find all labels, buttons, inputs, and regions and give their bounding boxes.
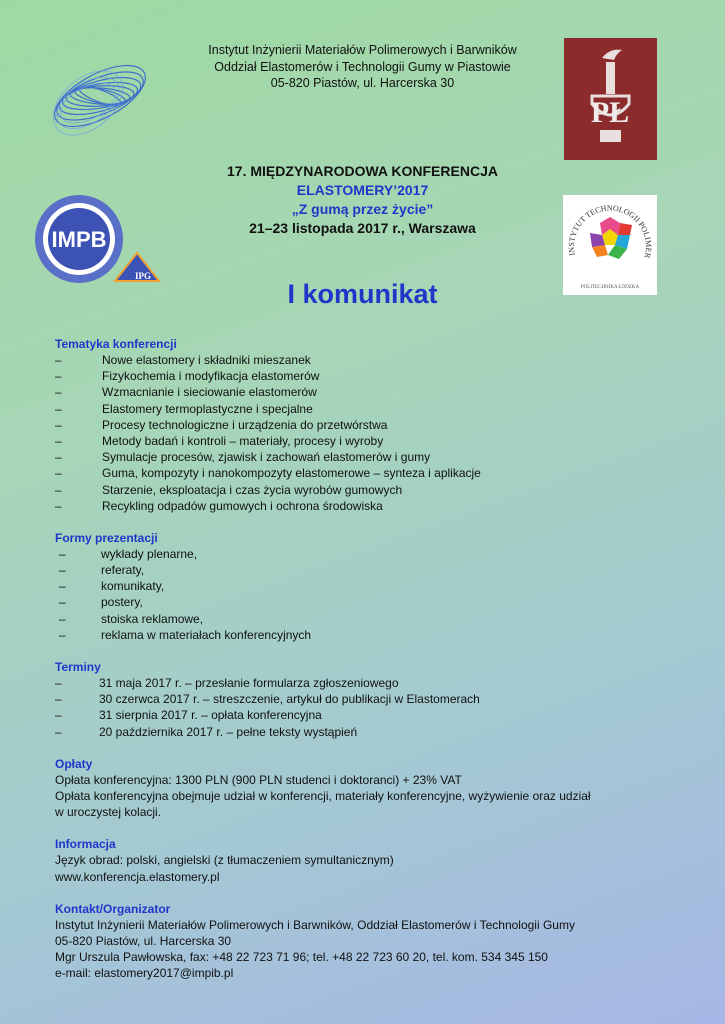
list-item <box>55 546 665 562</box>
politechnika-lodzka-logo <box>564 38 657 160</box>
impib-logo <box>33 193 163 288</box>
list-item <box>55 611 665 627</box>
item-text: Fizykochemia i modyfikacja elastomerów <box>102 369 320 384</box>
dash: – <box>59 627 66 642</box>
list-item <box>55 724 665 740</box>
list-item <box>55 449 665 465</box>
dash: – <box>59 546 66 561</box>
conference-name: ELASTOMERY’2017 <box>296 182 429 198</box>
oplaty-line-3: w uroczystej kolacji. <box>55 805 162 820</box>
tematyka-title: Tematyka konferencji <box>55 337 177 351</box>
institute-header <box>180 42 545 92</box>
terminy-list <box>55 675 665 740</box>
kontakt-line-2: 05-820 Piastów, ul. Harcerska 30 <box>55 933 232 948</box>
item-text: Symulacje procesów, zjawisk i zachowań elastomerów i gumy <box>102 450 431 465</box>
item-text: postery, <box>101 595 143 610</box>
dash: – <box>59 595 66 610</box>
oplaty-line-1: Opłata konferencyjna: 1300 PLN (900 PLN studenci i doktoranci) + 23% VAT <box>55 772 462 787</box>
item-text: Wzmacnianie i sieciowanie elastomerów <box>102 385 317 400</box>
dash: – <box>55 353 62 367</box>
dash: – <box>55 498 62 513</box>
dash: – <box>55 417 62 432</box>
dash: – <box>55 724 62 739</box>
itpib-sub-text: POLITECHNIKA ŁÓDZKA <box>580 285 640 290</box>
dash: – <box>55 385 62 400</box>
list-item <box>55 482 665 498</box>
dash: – <box>55 692 62 707</box>
dash: – <box>55 369 62 384</box>
conference-motto: „Z gumą przez życie” <box>291 201 434 217</box>
item-text: Starzenie, eksploatacja i czas życia wyrobów gumowych <box>102 482 403 497</box>
dash: – <box>55 433 62 448</box>
pl-logo-text: PŁ <box>590 96 630 129</box>
list-item <box>55 562 665 578</box>
list-item <box>55 433 665 449</box>
kontakt-line-3: Mgr Urszula Pawłowska, fax: +48 22 723 71 96; tel. +48 22 723 60 20, tel. kom. 534 345 150 <box>55 950 548 965</box>
list-item <box>55 401 665 417</box>
contact-email-link[interactable]: e-mail: elastomery2017@impib.pl <box>55 966 234 981</box>
conference-website-link[interactable]: www.konferencja.elastomery.pl <box>55 869 220 884</box>
informacja-title: Informacja <box>55 837 116 852</box>
kontakt-title: Kontakt/Organizator <box>55 901 171 916</box>
item-text: wykłady plenarne, <box>101 546 198 561</box>
list-item <box>55 578 665 594</box>
item-text: 31 maja 2017 r. – przesłanie formularza zgłoszeniowego <box>99 676 399 690</box>
list-item <box>55 384 665 400</box>
item-text: 20 października 2017 r. – pełne teksty wystąpień <box>99 724 358 739</box>
list-item <box>55 417 665 433</box>
list-item <box>55 352 665 368</box>
kontakt-line-1: Instytut Inżynierii Materiałów Polimerowych i Barwników, Oddział Elastomerów i Technologii Gumy <box>55 917 575 932</box>
dash: – <box>59 611 66 626</box>
formy-list <box>55 546 665 643</box>
item-text: reklama w materiałach konferencyjnych <box>101 627 312 642</box>
impib-logo-text: IMPB <box>51 227 107 252</box>
informacja-language: Język obrad: polski, angielski (z tłumaczeniem symultanicznym) <box>55 853 394 868</box>
dash: – <box>55 482 62 497</box>
ipg-logo-text: IPG <box>134 271 152 281</box>
header-line-2: Oddział Elastomerów i Technologii Gumy w Piastowie <box>214 59 511 74</box>
item-text: Nowe elastomery i składniki mieszanek <box>102 353 311 367</box>
conference-number: 17. MIĘDZYNARODOWA KONFERENCJA <box>227 163 498 179</box>
dash: – <box>55 401 62 416</box>
itpib-logo <box>563 195 657 295</box>
swirl-logo-icon <box>38 48 158 148</box>
item-text: 31 sierpnia 2017 r. – opłata konferencyjna <box>99 708 322 723</box>
terminy-title: Terminy <box>55 660 101 674</box>
oplaty-line-2: Opłata konferencyjna obejmuje udział w konferencji, materiały konferencyjne, wyżywienie oraz udział <box>55 788 591 803</box>
list-item <box>55 707 665 723</box>
item-text: 30 czerwca 2017 r. – streszczenie, artykuł do publikacji w Elastomerach <box>99 692 480 707</box>
oplaty-title: Opłaty <box>55 756 93 771</box>
item-text: stoiska reklamowe, <box>101 611 204 626</box>
dash: – <box>55 450 62 465</box>
conference-date-place: 21–23 listopada 2017 r., Warszawa <box>249 220 476 236</box>
list-item <box>55 465 665 481</box>
item-text: komunikaty, <box>101 579 165 594</box>
dash: – <box>59 579 66 594</box>
list-item <box>55 691 665 707</box>
dash: – <box>59 563 66 578</box>
item-text: referaty, <box>101 563 145 578</box>
conference-block <box>180 162 545 238</box>
list-item <box>55 368 665 384</box>
item-text: Elastomery termoplastyczne i specjalne <box>102 401 313 416</box>
dash: – <box>55 708 62 723</box>
itpib-ring-text: INSTYTUT TECHNOLOGII POLIMER <box>566 203 654 259</box>
list-item <box>55 627 665 643</box>
item-text: Metody badań i kontroli – materiały, procesy i wyroby <box>102 433 384 448</box>
list-item <box>55 498 665 514</box>
page-title: I komunikat <box>287 279 438 309</box>
content <box>55 336 665 982</box>
dash: – <box>55 466 62 481</box>
list-item <box>55 594 665 610</box>
tematyka-list <box>55 352 665 514</box>
dash: – <box>55 676 62 690</box>
header-line-1: Instytut Inżynierii Materiałów Polimerowych i Barwników <box>208 43 517 57</box>
header-line-3: 05-820 Piastów, ul. Harcerska 30 <box>270 76 455 90</box>
item-text: Recykling odpadów gumowych i ochrona środowiska <box>102 498 383 513</box>
item-text: Procesy technologiczne i urządzenia do przetwórstwa <box>102 417 388 432</box>
list-item <box>55 675 665 691</box>
item-text: Guma, kompozyty i nanokompozyty elastomerowe – synteza i aplikacje <box>102 466 481 481</box>
formy-title: Formy prezentacji <box>55 530 158 545</box>
